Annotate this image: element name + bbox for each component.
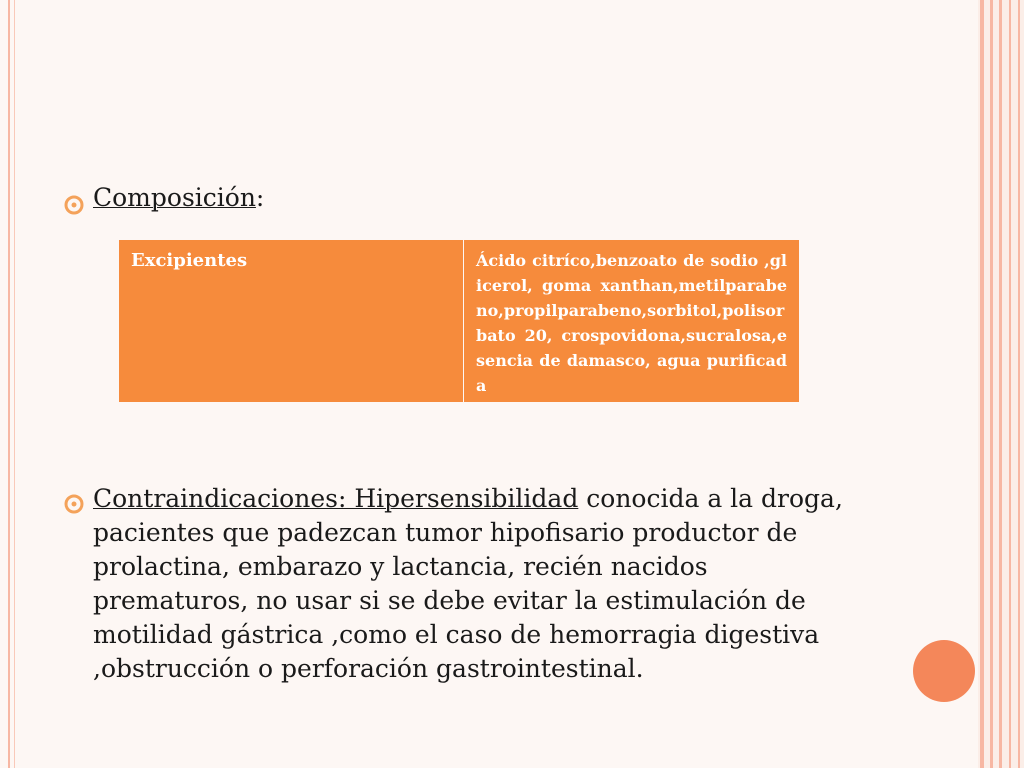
composition-table <box>118 239 800 403</box>
contraindications-paragraph <box>93 482 868 686</box>
contraindications-heading: Contraindicaciones: Hipersensibilidad <box>93 484 579 513</box>
left-border-line <box>8 0 10 768</box>
bullet-icon <box>64 494 84 514</box>
left-border-line-inner <box>14 0 15 768</box>
right-border-stripe <box>980 0 984 768</box>
right-border-panel <box>978 0 1024 768</box>
excipients-value: Ácido citríco,benzoato de sodio ,glicerol, goma xanthan,metilparabeno,propilparabeno,sorbitol,polisorbato 20, crospovidona,sucralosa,esencia de damasco, agua purificada <box>464 240 800 403</box>
contraindications-text: conocida a la droga, pacientes que padezcan tumor hipofisario productor de prolactina, embarazo y lactancia, recién nacidos prematuros, no usar si se debe evitar la estimulación de motilidad gástrica ,como el caso de hemorragia digestiva ,obstrucción o perforación gastrointestinal. <box>93 484 843 683</box>
composition-heading: Composición: <box>93 183 265 212</box>
excipients-label: Excipientes <box>119 240 464 403</box>
right-border-stripe <box>999 0 1002 768</box>
table-row <box>119 240 800 403</box>
right-border-stripe <box>1009 0 1011 768</box>
right-border-stripe <box>1018 0 1020 768</box>
decorative-circle <box>913 640 975 702</box>
right-border-stripe <box>990 0 993 768</box>
bullet-icon <box>64 195 84 215</box>
